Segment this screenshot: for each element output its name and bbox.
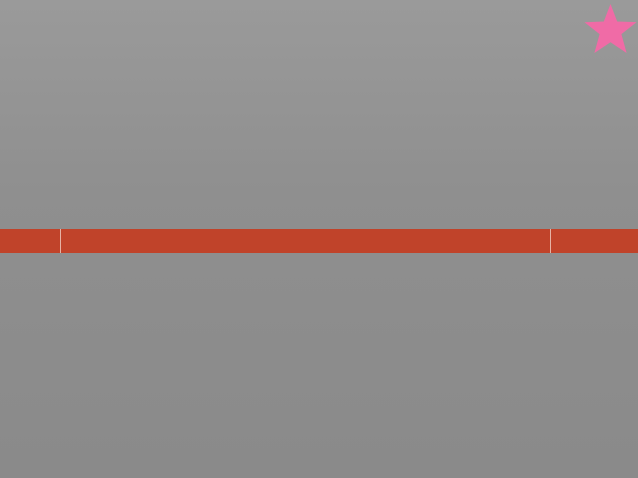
header-kegiatan — [0, 229, 60, 253]
star-icon — [583, 3, 638, 55]
page-number-badge — [583, 3, 638, 55]
table-header-row — [0, 229, 638, 253]
header-deskripsi — [60, 229, 550, 253]
activity-table — [0, 229, 638, 253]
header-alokasi-waktu — [550, 229, 638, 253]
